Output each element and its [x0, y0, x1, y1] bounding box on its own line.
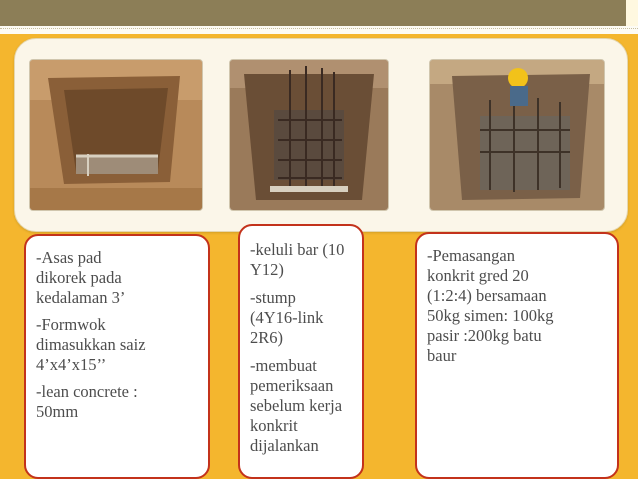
step-card-excavation	[24, 234, 210, 479]
title-rule	[0, 28, 638, 32]
step-card-reinforcement	[238, 224, 364, 479]
card-text: -stump (4Y16-link 2R6)	[250, 288, 324, 347]
step-card-concreting	[415, 232, 619, 479]
title-band-accent	[626, 0, 638, 26]
card-text: -Asas pad dikorek pada kedalaman 3’	[36, 248, 126, 307]
card-text: -Formwok dimasukkan saiz 4’x4’x15’’	[36, 315, 146, 374]
card-text: -lean concrete : 50mm	[36, 382, 138, 421]
card-text: -keluli bar (10 Y12)	[250, 240, 345, 279]
excavated-pit-photo	[29, 59, 203, 211]
card-text: -membuat pemeriksaan sebelum kerja konkrit dijalankan	[250, 356, 343, 455]
concrete-pour-photo	[429, 59, 605, 211]
card-text: -Pemasangan konkrit gred 20 (1:2:4) bersamaan 50kg simen: 100kg pasir :200kg batu baur	[427, 246, 554, 365]
photo-panel	[14, 38, 628, 232]
title-band	[0, 0, 638, 26]
rebar-cage-photo	[229, 59, 389, 211]
